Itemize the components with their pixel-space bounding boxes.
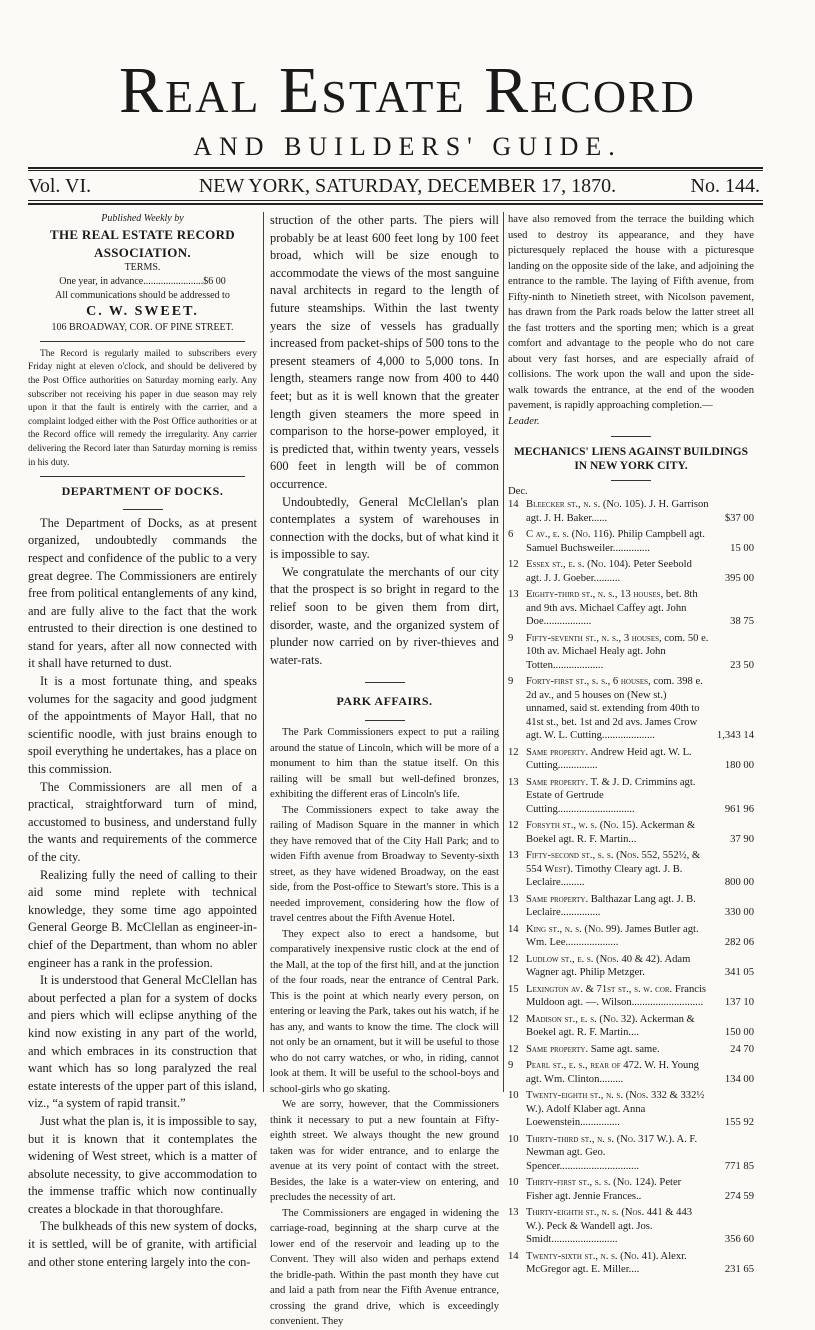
lien-entry [508,1133,754,1174]
lien-day: 13 [508,893,519,905]
lien-amount: 771 85 [724,1160,754,1172]
lien-amount: 150 00 [724,1027,754,1038]
docks-paragraph: We congratulate the merchants of our city that the prospect is so bright in regard to the relief soon to be given them from dirt, disorder, waste, and the organized system of plunder now carried on by river-thieves and water-rats. [270,564,499,667]
subscription-price: One year, in advance........................$6 00 [59,276,226,288]
lien-location: Fifty-second st., s. s. (Nos. 552, 552½, & 554 West). [526,850,701,875]
dash-ornament [270,715,499,723]
lien-day: 13 [508,850,519,861]
lien-amount: 341 05 [724,967,754,978]
lien-description [524,819,710,846]
lien-amount: 23 50 [730,659,754,671]
lien-location: Essex st., e. s. (No. 104). [526,559,631,570]
lien-entry [508,588,754,629]
column-divider [503,212,504,1092]
lien-entry [508,632,754,673]
docks-paragraph: It is understood that General McClellan has about perfected a plan for a system of docks and piers which will eclipse anything of the kind now existing in any part of the world, and which embraces in its construction that want which has so long paralyzed the real estate interests of the upper part of this island, viz., “a system of rapid transit.” [28,973,257,1111]
park-paragraph: The Park Commissioners expect to put a railing around the statue of Lincoln, which will be more of a monument to him than the statue itself. On this railing will be small but well-defined bronzes, exhibiting the different eras of Lincoln's life. [270,727,499,801]
lien-parties: Ackerman & Boekel agt. R. F. Martin... [526,820,696,845]
divider [40,341,245,342]
lien-location: C av., e. s. (No. 116). [526,529,615,540]
lien-day: 12 [508,953,519,965]
lien-entry [508,1250,754,1277]
lien-description [524,1250,710,1277]
lien-description [524,1206,710,1247]
lien-location: Same property. [526,776,589,788]
column-2 [270,212,499,1330]
docks-paragraph: Just what the plan is, it is impossible to say, but it is known that it contemplates the widening of West street, which is a matter of absolute necessity, to give accommodation to the immense traffic which now continually creates a blockade in that thoroughfare. [28,1113,257,1216]
delivery-notice: The Record is regularly mailed to subscribers every Friday night at eleven o'clock, and should be delivered by the Post Office authorities on Saturday morning early. Any subscriber not receiving his paper in due season may rely upon it that the fault is entirely with the carrier, and a complaint lodged either with the Post Office authorities or at the Record office will remedy the irregularity. Any carrier delivering the Record later than Saturday morning is remiss in his duty. [28,348,257,468]
lien-entry [508,893,754,920]
lien-day: 9 [508,676,514,687]
lien-amount: 180 00 [724,760,754,771]
lien-parties: Peck & Wandell agt. Jos. Smidt......................... [526,1220,653,1245]
lien-entry [508,498,754,525]
lien-location: Forty-first st., s. s., 6 houses, [526,676,651,687]
lien-amount: 282 06 [724,937,754,948]
column-1 [28,212,257,1271]
issue-number: No. 144. [690,175,760,197]
liens-heading: MECHANICS' LIENS AGAINST BUILDINGS IN NEW YORK CITY. [513,446,748,472]
docks-heading: DEPARTMENT OF DOCKS. [61,484,224,499]
lien-amount: 37 90 [730,833,754,845]
lien-description [524,675,710,743]
lien-amount: 231 65 [724,1264,754,1275]
lien-parties: J. H. Garrison agt. J. H. Baker...... [526,499,709,524]
lien-amount: 961 96 [724,803,754,815]
docks-continued: struction of the other parts. The piers will probably be at least 600 feet long by 100 feet broad, which will be size enough to accommodate the views of the most sanguine naval architects in regard to the length of future steamships. Within the last twenty years the size of vessels has gradually increased from packet-ships of 500 tons to the present steamers of 4,000 to 5,000 tons. In length, steamers range now from 400 to 440 feet; but as it is well known that the greater length given steamers the more speed in comparison to the horse-power employed, it is predicted that, within twenty years, vessels 600 feet in length will be of common occurrence. [270,213,499,491]
lien-location: Forsyth st., w. s. (No. 15). [526,820,639,831]
lien-description [524,528,710,555]
park-paragraph: They expect also to erect a handsome, but comparatively inexpensive rustic clock at the end of the Mall, at the top of the first hill, and at the junction of the four roads, near the entrance of Central Park. This is the point at which nearly every person, on entering or leaving the Park, takes out his watch, if he has any, and wants to know the time. The clock will not only be an ornament, but it will be useful to those who do not carry watches, or who, in riding, cannot look at them. It will be useful to the school-boys and school-girls who go skating. [270,928,499,1095]
published-by: Published Weekly by [101,213,184,224]
lien-day: 9 [508,1060,514,1071]
masthead-rule [28,170,763,171]
dash-ornament [270,677,499,685]
lien-day: 10 [508,1177,519,1188]
lien-description [524,1176,710,1203]
lien-day: 13 [508,1207,519,1218]
lien-description [524,923,710,950]
lien-description [524,632,710,673]
place-date: NEW YORK, SATURDAY, DECEMBER 17, 1870. [198,175,617,197]
lien-amount: 330 00 [724,907,754,918]
docks-paragraph: The bulkheads of this new system of docks, it is settled, will be of granite, with artificial and other stone entering largely into the con- [28,1219,257,1269]
lien-entry [508,528,754,555]
lien-entry [508,1089,754,1130]
lien-description [524,498,710,525]
column-divider [263,212,264,1092]
lien-day: 10 [508,1090,519,1101]
lien-parties: Same agt. same. [588,1043,660,1055]
editor-address: 106 BROADWAY, COR. OF PINE STREET. [51,321,234,333]
lien-day: 14 [508,499,519,510]
lien-parties: A. F. Newman agt. Geo. Spencer.............................. [526,1133,698,1172]
lien-day: 12 [508,559,519,570]
lien-description [524,983,710,1010]
lien-amount: 155 92 [724,1117,754,1128]
lien-location: Thirty-first st., s. s. (No. 124). [526,1177,657,1188]
lien-day: 12 [508,1043,519,1055]
lien-day: 12 [508,820,519,831]
lien-entry [508,1059,754,1086]
lien-parties: com. 50 e. 10th av. Michael Healy agt. John Totten................... [526,632,709,671]
lien-description [524,953,710,980]
dash-ornament [508,475,754,483]
lien-location: Thirty-third st., n. s. (No. 317 W.). [526,1133,675,1145]
lien-location: Lexington av. & 71st st., s. w. cor. [526,983,673,995]
lien-parties: Timothy Cleary agt. J. B. Leclaire......... [526,863,683,888]
association-name: THE REAL ESTATE RECORD ASSOCIATION. [50,227,235,260]
lien-parties: Francis Muldoon agt. —. Wilson........................... [526,983,707,1008]
lien-amount: 274 59 [724,1190,754,1202]
lien-amount: $37 00 [724,512,754,524]
dateline-rule [28,203,763,205]
dateline-rule [28,200,763,201]
lien-description [524,1043,710,1057]
docks-paragraph: It is a most fortunate thing, and speaks volumes for the sagacity and good judgment of the appointments of Mayor Hall, that no scientific noodle, with just brains enough to spoil everything he undertakes, has a place on this commission. [28,674,257,777]
lien-amount: 137 10 [724,997,754,1008]
lien-entry [508,923,754,950]
dash-ornament [28,505,257,513]
lien-parties: W. H. Young agt. Wm. Clinton......... [526,1060,699,1085]
source-credit: Leader. [508,415,540,427]
lien-entry [508,1043,754,1057]
lien-entry [508,953,754,980]
lien-day: 15 [508,983,519,995]
lien-day: 10 [508,1133,519,1145]
lien-parties: Peter Seebold agt. J. J. Goeber.......... [526,559,692,584]
masthead-title: Real Estate Record [119,54,696,127]
lien-location: Madison st., e. s. (No. 32). [526,1013,638,1025]
lien-day: 14 [508,1250,519,1262]
lien-parties: Ackerman & Boekel agt. R. F. Martin.... [526,1013,695,1038]
dash-ornament [508,431,754,439]
lien-location: Eighty-third st., n. s., 13 houses, [526,589,664,600]
lien-description [524,776,710,817]
lien-entry [508,849,754,890]
liens-list [508,498,754,1277]
lien-location: Twenty-sixth st., n. s. (No. 41). [526,1250,659,1262]
lien-description [524,1013,710,1040]
lien-entry [508,776,754,817]
lien-parties: Balthazar Lang agt. J. B. Leclaire............... [526,893,696,918]
lien-location: Same property. [526,746,589,758]
masthead-rule [28,167,763,169]
lien-description [524,588,710,629]
lien-location: Same property. [526,1043,589,1055]
lien-location: Thirty-eighth st., n. s. (Nos. 441 & 443 W.). [526,1207,693,1232]
park-paragraph: The Commissioners expect to take away the railing of Madison Square in the manner in which they have removed that of the City Hall Park; and to widen Fifth avenue from Broadway to Seventy-sixth street, as they have widened Broadway, on the east side, from the Post-office to Stewart's store. This is a needed improvement, considering how the flow of travel centres about the Fifth Avenue Hotel. [270,804,499,925]
park-paragraph: We are sorry, however, that the Commissioners think it necessary to put a new fountain at Fifty-eighth street. We always thought the new ground taken was for wider entrance, and to enlarge the avenue at its very point of contact with the street. Besides, the lake is a water-view on entering, and precludes the necessity of art. [270,1099,499,1204]
volume-label: Vol. VI. [28,175,92,197]
divider [40,476,245,477]
lien-parties: Alexr. McGregor agt. E. Miller.... [526,1250,687,1275]
lien-amount: 38 75 [730,616,754,627]
lien-amount: 15 00 [730,542,754,554]
lien-day: 9 [508,632,514,644]
lien-description [524,746,710,773]
lien-location: Twenty-eighth st., n. s. (Nos. 332 & 332½ W.). [526,1090,705,1115]
lien-amount: 134 00 [724,1073,754,1085]
lien-entry [508,1013,754,1040]
lien-location: Same property. [526,893,589,905]
lien-parties: Adolf Klaber agt. Anna Loewenstein............... [526,1103,646,1128]
lien-amount: 800 00 [724,877,754,888]
park-continued: have also removed from the terrace the building which used to destroy its appearance, and they have picturesquely replaced the house with a picturesque landing on the opposite side of the lake, and adjoining the entrance to the ramble. The laying of Fifth avenue, from Fifty-ninth to Ninetieth street, with Nicolson pavement, has drawn from the Park roads below the latter street all the fast trotters and the sporting men; which is a great comfort and advantage to the people who do not care about very fast horses, and are especially afraid of collisions. The work upon the wall and upon the side-walk towards the entrance, at the end of the wooden pavement, is rapidly approaching completion.— [508,214,754,411]
lien-entry [508,1206,754,1247]
lien-parties: Adam Wagner agt. Philip Metzger. [526,953,691,978]
lien-location: Ludlow st., e. s. (Nos. 40 & 42). [526,953,663,965]
month-label: Dec. [508,486,528,497]
lien-day: 6 [508,529,514,540]
address-line: All communications should be addressed to [55,290,230,302]
lien-day: 12 [508,1013,519,1025]
lien-parties: James Butler agt. Wm. Lee.................... [526,923,699,948]
park-heading: PARK AFFAIRS. [336,694,433,709]
docks-paragraph: Realizing fully the need of calling to their aid some mind replete with technical knowledge, they some time ago appointed General George B. McClellan as engineer-in-chief of the Department, than whom no abler engineer has a rank in the profession. [28,867,257,970]
lien-amount: 1,343 14 [716,730,754,741]
lien-parties: Philip Campbell agt. Samuel Buchsweiler.............. [526,529,705,554]
terms-label: TERMS. [124,262,161,274]
lien-amount: 24 70 [730,1043,754,1055]
lien-day: 13 [508,589,519,600]
docks-paragraph: Undoubtedly, General McClellan's plan contemplates a system of warehouses in connection with the docks, but of what kind it is impossible to say. [270,494,499,562]
lien-parties: bet. 8th and 9th avs. Michael Caffey agt. John Doe.................. [526,589,698,627]
docks-paragraph: The Commissioners are all men of a practical, straightforward turn of mind, accustomed to business, and understand fully the wants and requirements of the commerce of the city. [28,779,257,864]
lien-parties: Andrew Heid agt. W. L. Cutting............... [526,746,692,771]
docks-paragraph: The Department of Docks, as at present organized, undoubtedly commands the respect and confidence of the public to a very great degree. The Commissioners are entirely free from political entanglements of any kind, and are fully alive to the fact that the work entrusted to their direction is one destined to stand for years, after all now connected with it shall have returned to dust. [28,515,257,671]
lien-day: 13 [508,776,519,788]
lien-description [524,849,710,890]
lien-location: Fifty-seventh st., n. s., 3 houses, [526,632,662,644]
lien-entry [508,746,754,773]
lien-parties: Peter Fisher agt. Jennie Frances.. [526,1177,682,1202]
lien-description [524,893,710,920]
lien-amount: 395 00 [724,572,754,584]
editor-name: C. W. SWEET. [86,304,199,320]
lien-location: Bleecker st., n. s. (No. 105). [526,499,647,510]
lien-location: Pearl st., e. s., rear of 472. [526,1060,642,1071]
lien-day: 14 [508,923,519,935]
lien-description [524,558,710,585]
column-3 [508,212,754,1280]
lien-parties: com. 398 e. 2d av., and 5 houses on (New st.) unnamed, said st. extending from 40th to 41st st., bet. 1st and 2d avs. James Crow agt. W. L. Cutting.................... [526,676,703,741]
lien-entry [508,675,754,743]
lien-parties: T. & J. D. Crimmins agt. Estate of Gertrude Cutting............................. [526,776,696,815]
lien-amount: 356 60 [724,1234,754,1245]
lien-entry [508,983,754,1010]
lien-entry [508,819,754,846]
lien-location: King st., n. s. (No. 99). [526,923,623,935]
lien-description [524,1089,710,1130]
masthead-subtitle: AND BUILDERS' GUIDE. [193,132,622,161]
lien-description [524,1059,710,1086]
lien-entry [508,558,754,585]
lien-entry [508,1176,754,1203]
lien-day: 12 [508,746,519,758]
park-paragraph: The Commissioners are engaged in widening the carriage-road, beginning at the sharp curve at the lower end of the reservoir and leading up to the Convent. They will also widen and perhaps extend the bridle-path. Within the past month they have cut and laid a path from near the Fifth Avenue entrance, crossing the grand drive, which is exceedingly convenient. They [270,1207,499,1328]
lien-description [524,1133,710,1174]
